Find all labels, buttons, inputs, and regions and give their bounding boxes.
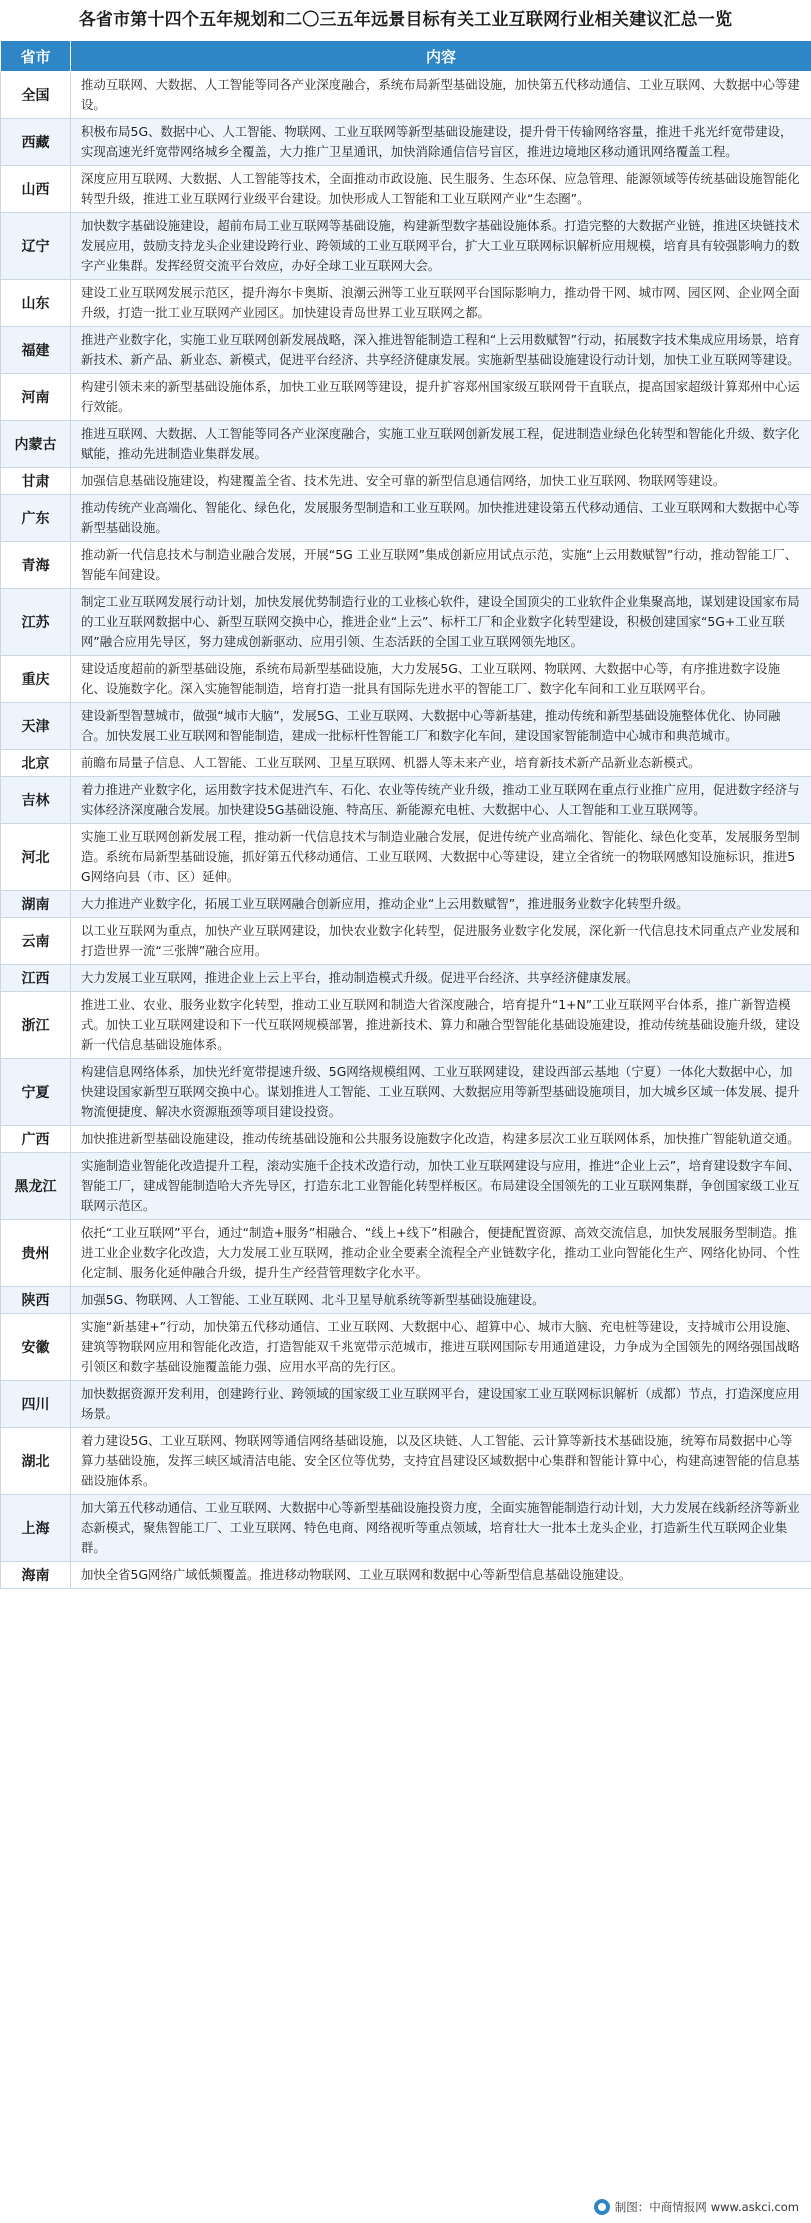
province-cell: 江西 (1, 965, 71, 992)
province-cell: 广西 (1, 1126, 71, 1153)
table-row (1, 1562, 811, 1589)
province-cell: 四川 (1, 1381, 71, 1428)
content-cell: 着力建设5G、工业互联网、物联网等通信网络基础设施，以及区块链、人工智能、云计算等新技术基础设施，统筹布局数据中心等算力基础设施，发挥三峡区域清洁电能、安全区位等优势，支持宜昌建设区域数据中心集群和智能计算中心，构建高速智能的信息基础设施体系。 (71, 1428, 811, 1495)
table-row (1, 824, 811, 891)
footer-url: www.askci.com (710, 2200, 799, 2214)
content-cell: 实施制造业智能化改造提升工程，滚动实施千企技术改造行动，加快工业互联网建设与应用，推进“企业上云”，培育建设数字车间、智能工厂，建成智能制造哈大齐先导区，打造东北工业智能化转型样板区。布局建设全国领先的工业互联网集群，争创国家级工业互联网示范区。 (71, 1153, 811, 1220)
table-row (1, 280, 811, 327)
table-row (1, 327, 811, 374)
province-cell: 湖北 (1, 1428, 71, 1495)
content-cell: 前瞻布局量子信息、人工智能、工业互联网、卫星互联网、机器人等未来产业，培育新技术新产品新业态新模式。 (71, 750, 811, 777)
content-cell: 建设新型智慧城市，做强“城市大脑”，发展5G、工业互联网、大数据中心等新基建，推动传统和新型基础设施整体优化、协同融合。加快发展工业互联网和智能制造，建成一批标杆性智能工厂和数字化车间，建设国家智能制造中心城市和典范城市。 (71, 703, 811, 750)
province-cell: 全国 (1, 72, 71, 119)
province-cell: 湖南 (1, 891, 71, 918)
content-cell: 推动传统产业高端化、智能化、绿色化，发展服务型制造和工业互联网。加快推进建设第五代移动通信、工业互联网和大数据中心等新型基础设施。 (71, 495, 811, 542)
table-row (1, 1495, 811, 1562)
content-cell: 建设工业互联网发展示范区，提升海尔卡奥斯、浪潮云洲等工业互联网平台国际影响力，推动骨干网、城市网、园区网、企业网全面升级，打造一批工业互联网产业园区。加快建设青岛世界工业互联网之都。 (71, 280, 811, 327)
table-row (1, 119, 811, 166)
table-row (1, 589, 811, 656)
province-cell: 西藏 (1, 119, 71, 166)
content-cell: 建设适度超前的新型基础设施，系统布局新型基础设施，大力发展5G、工业互联网、物联网、大数据中心等，有序推进数字设施化、设施数字化。深入实施智能制造，培育打造一批具有国际先进水平的智能工厂、数字化车间和工业互联网平台。 (71, 656, 811, 703)
table-header-row (1, 41, 811, 72)
content-cell: 加快数字基础设施建设，超前布局工业互联网等基础设施，构建新型数字基础设施体系。打造完整的大数据产业链，推进区块链技术发展应用，鼓励支持龙头企业建设跨行业、跨领域的工业互联网平台，扩大工业互联网标识解析应用规模，培育具有较强影响力的数字产业集群。发挥经贸交流平台效应，办好全球工业互联网大会。 (71, 213, 811, 280)
table-row (1, 750, 811, 777)
content-cell: 大力发展工业互联网，推进企业上云上平台，推动制造模式升级。促进平台经济、共享经济健康发展。 (71, 965, 811, 992)
content-cell: 加快推进新型基础设施建设，推动传统基础设施和公共服务设施数字化改造，构建多层次工业互联网体系，加快推广智能轨道交通。 (71, 1126, 811, 1153)
province-cell: 甘肃 (1, 468, 71, 495)
table-row (1, 495, 811, 542)
table-row (1, 166, 811, 213)
footer-brand: 制图：中商情报网 (614, 2200, 707, 2214)
table-row (1, 1314, 811, 1381)
province-cell: 山西 (1, 166, 71, 213)
content-cell: 制定工业互联网发展行动计划，加快发展优势制造行业的工业核心软件，建设全国顶尖的工业软件企业集聚高地，谋划建设国家布局的工业互联网数据中心、新型互联网交换中心，推进企业“上云”、标杆工厂和企业数字化转型建设，积极创建国家“5G+工业互联网”融合应用先导区，努力建成创新驱动、应用引领、生态活跃的全国工业互联网领先地区。 (71, 589, 811, 656)
table-row (1, 918, 811, 965)
province-cell: 河南 (1, 374, 71, 421)
content-cell: 着力推进产业数字化，运用数字技术促进汽车、石化、农业等传统产业升级，推动工业互联网在重点行业推广应用，促进数字经济与实体经济深度融合发展。加快建设5G基础设施、特高压、新能源充电桩、大数据中心、人工智能和工业互联网等。 (71, 777, 811, 824)
province-cell: 浙江 (1, 992, 71, 1059)
content-cell: 加大第五代移动通信、工业互联网、大数据中心等新型基础设施投资力度，全面实施智能制造行动计划，大力发展在线新经济等新业态新模式，聚焦智能工厂、工业互联网、特色电商、网络视听等重点领域，培育壮大一批本土龙头企业，打造新生代互联网企业集群。 (71, 1495, 811, 1562)
province-cell: 河北 (1, 824, 71, 891)
table-row (1, 965, 811, 992)
province-cell: 吉林 (1, 777, 71, 824)
footer (0, 2193, 811, 2223)
content-cell: 实施“新基建+”行动，加快第五代移动通信、工业互联网、大数据中心、超算中心、城市大脑、充电桩等建设，支持城市公用设施、建筑等物联网应用和智能化改造，打造智能双千兆宽带示范城市，推进互联网国际专用通道建设，力争成为全国领先的网络强国战略引领区和数字基础设施覆盖能力强、应用水平高的先行区。 (71, 1314, 811, 1381)
province-cell: 海南 (1, 1562, 71, 1589)
content-cell: 积极布局5G、数据中心、人工智能、物联网、工业互联网等新型基础设施建设，提升骨干传输网络容量，推进千兆光纤宽带建设，实现高速光纤宽带网络城乡全覆盖，大力推广卫星通讯，加快消除通信信号盲区，推进边境地区移动通讯网络覆盖工程。 (71, 119, 811, 166)
province-cell: 上海 (1, 1495, 71, 1562)
content-cell: 推进工业、农业、服务业数字化转型，推动工业互联网和制造大省深度融合，培育提升“1+N”工业互联网平台体系，推广新智造模式。加快工业互联网建设和下一代互联网规模部署，推进新技术、算力和融合型智能化基础设施建设，推动传统基础设施升级，建设新一代信息基础设施体系。 (71, 992, 811, 1059)
province-cell: 青海 (1, 542, 71, 589)
content-cell: 大力推进产业数字化，拓展工业互联网融合创新应用，推动企业“上云用数赋智”，推进服务业数字化转型升级。 (71, 891, 811, 918)
content-cell: 加快数据资源开发利用，创建跨行业、跨领域的国家级工业互联网平台，建设国家工业互联网标识解析（成都）节点，打造深度应用场景。 (71, 1381, 811, 1428)
content-cell: 构建引领未来的新型基础设施体系，加快工业互联网等建设，提升扩容郑州国家级互联网骨干直联点，提高国家超级计算郑州中心运行效能。 (71, 374, 811, 421)
content-cell: 加强5G、物联网、人工智能、工业互联网、北斗卫星导航系统等新型基础设施建设。 (71, 1287, 811, 1314)
province-cell: 贵州 (1, 1220, 71, 1287)
content-cell: 依托“工业互联网”平台，通过“制造+服务”相融合、“线上+线下”相融合，便捷配置资源、高效交流信息，加快发展服务型制造。推进工业企业数字化改造，大力发展工业互联网，推动企业全要素全流程全产业链数字化，推动工业向智能化生产、网络化协同、个性化定制、服务化延伸融合升级，提升生产经营管理数字化水平。 (71, 1220, 811, 1287)
table-row (1, 1059, 811, 1126)
table-row (1, 1220, 811, 1287)
content-cell: 推进互联网、大数据、人工智能等同各产业深度融合，实施工业互联网创新发展工程，促进制造业绿色化转型和智能化升级、数字化赋能，推动先进制造业集群发展。 (71, 421, 811, 468)
province-cell: 辽宁 (1, 213, 71, 280)
table-row (1, 1428, 811, 1495)
province-cell: 江苏 (1, 589, 71, 656)
content-cell: 实施工业互联网创新发展工程，推动新一代信息技术与制造业融合发展，促进传统产业高端化、智能化、绿色化变革，发展服务型制造。系统布局新型基础设施，抓好第五代移动通信、工业互联网、大数据中心等建设，建立全省统一的物联网感知设施标识，推进5G网络向县（市、区）延伸。 (71, 824, 811, 891)
table-row (1, 1153, 811, 1220)
content-cell: 推动新一代信息技术与制造业融合发展，开展“5G 工业互联网”集成创新应用试点示范，实施“上云用数赋智”行动，推动智能工厂、智能车间建设。 (71, 542, 811, 589)
table-row (1, 421, 811, 468)
page-title: 各省市第十四个五年规划和二〇三五年远景目标有关工业互联网行业相关建议汇总一览 (0, 0, 811, 40)
table-row (1, 213, 811, 280)
province-cell: 云南 (1, 918, 71, 965)
province-cell: 广东 (1, 495, 71, 542)
table-row (1, 992, 811, 1059)
askci-logo-icon (594, 2199, 610, 2215)
province-cell: 宁夏 (1, 1059, 71, 1126)
content-cell: 推进产业数字化，实施工业互联网创新发展战略，深入推进智能制造工程和“上云用数赋智”行动，拓展数字技术集成应用场景，培育新技术、新产品、新业态、新模式，促进平台经济、共享经济健康发展。实施新型基础设施建设行动计划，加快工业互联网等建设。 (71, 327, 811, 374)
table-row (1, 777, 811, 824)
content-cell: 加强信息基础设施建设，构建覆盖全省、技术先进、安全可靠的新型信息通信网络，加快工业互联网、物联网等建设。 (71, 468, 811, 495)
province-cell: 天津 (1, 703, 71, 750)
province-cell: 安徽 (1, 1314, 71, 1381)
province-cell: 山东 (1, 280, 71, 327)
table-row (1, 1287, 811, 1314)
table-row (1, 1381, 811, 1428)
header-province: 省市 (1, 41, 71, 72)
table-row (1, 542, 811, 589)
table-row (1, 656, 811, 703)
province-cell: 重庆 (1, 656, 71, 703)
content-cell: 加快全省5G网络广域低频覆盖。推进移动物联网、工业互联网和数据中心等新型信息基础设施建设。 (71, 1562, 811, 1589)
content-cell: 构建信息网络体系，加快光纤宽带提速升级、5G网络规模组网、工业互联网建设，建设西部云基地（宁夏）一体化大数据中心，加快建设国家新型互联网交换中心。谋划推进人工智能、工业互联网、大数据应用等新型基础设施项目，加大城乡区域一体发展、提升物流便捷度、解决水资源瓶颈等项目建设投资。 (71, 1059, 811, 1126)
summary-table (0, 40, 811, 1589)
province-cell: 黑龙江 (1, 1153, 71, 1220)
table-row (1, 703, 811, 750)
content-cell: 深度应用互联网、大数据、人工智能等技术，全面推动市政设施、民生服务、生态环保、应急管理、能源领域等传统基础设施智能化转型升级，推进工业互联网行业级平台建设。加快形成人工智能和工业互联网产业“生态圈”。 (71, 166, 811, 213)
content-cell: 推动互联网、大数据、人工智能等同各产业深度融合，系统布局新型基础设施，加快第五代移动通信、工业互联网、大数据中心等建设。 (71, 72, 811, 119)
table-row (1, 891, 811, 918)
table-row (1, 1126, 811, 1153)
table-body (1, 72, 811, 1589)
table-row (1, 72, 811, 119)
province-cell: 北京 (1, 750, 71, 777)
header-content: 内容 (71, 41, 811, 72)
province-cell: 陕西 (1, 1287, 71, 1314)
content-cell: 以工业互联网为重点，加快产业互联网建设，加快农业数字化转型，促进服务业数字化发展，深化新一代信息技术同重点产业发展和打造世界一流“三张牌”融合应用。 (71, 918, 811, 965)
table-row (1, 374, 811, 421)
table-row (1, 468, 811, 495)
province-cell: 福建 (1, 327, 71, 374)
province-cell: 内蒙古 (1, 421, 71, 468)
